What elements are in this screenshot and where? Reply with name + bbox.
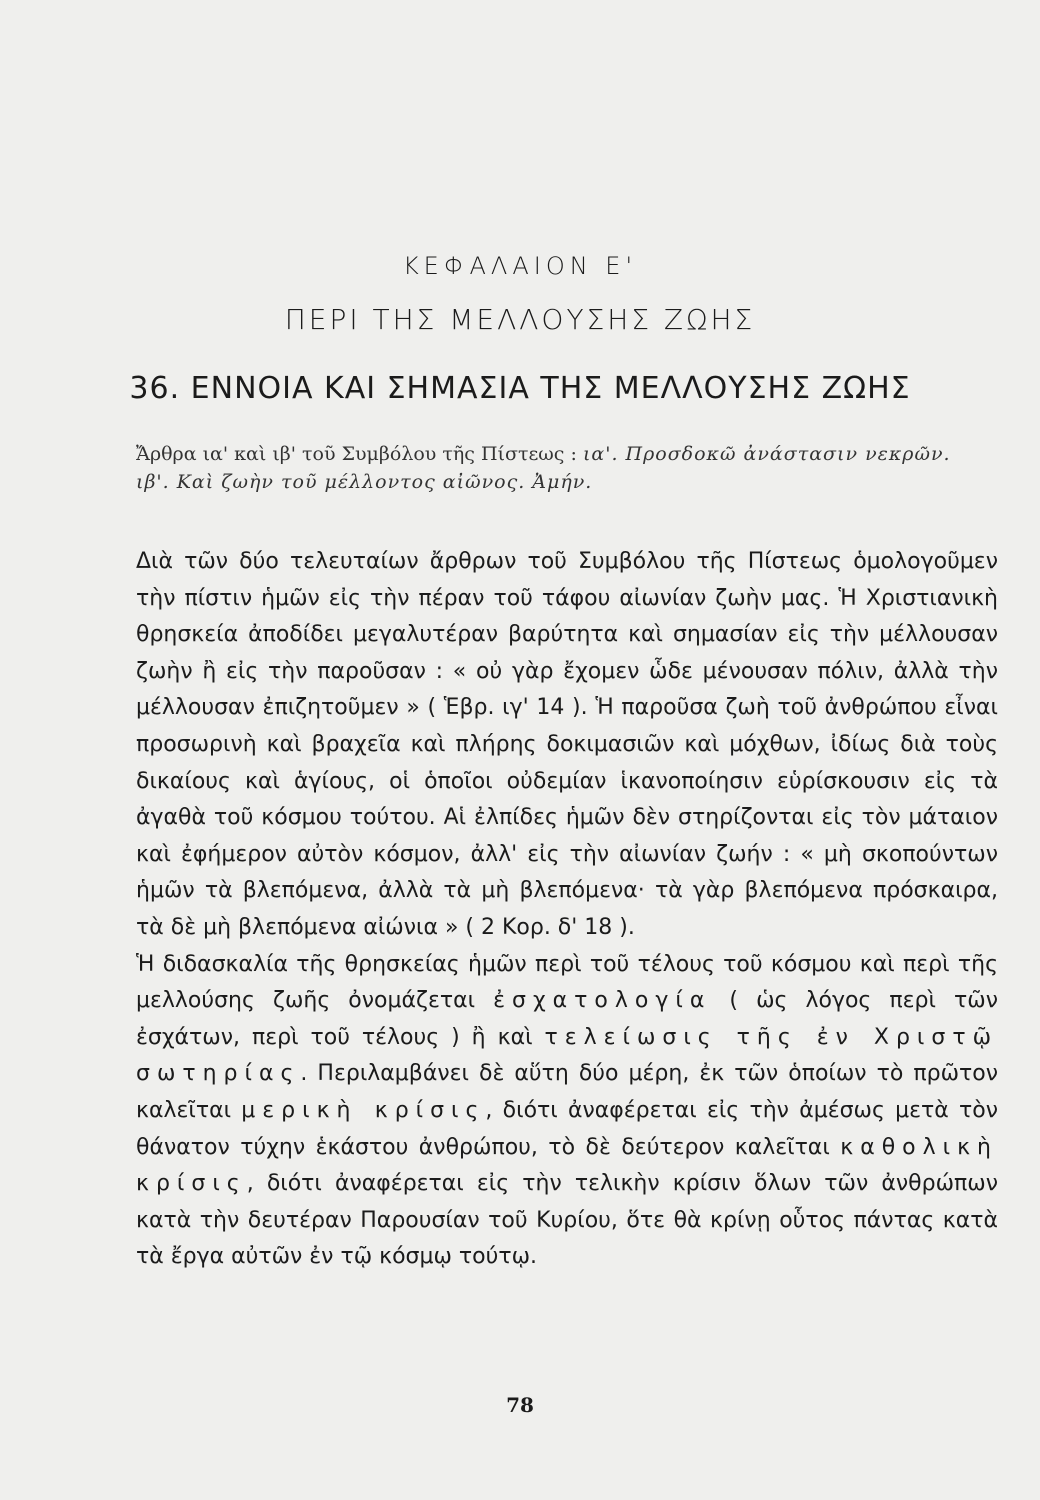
term-eschatology: ἐσχατολογία: [493, 988, 712, 1014]
creed-article-11: [136, 440, 996, 468]
paragraph-2-text-c: . Περιλαμβάνει δὲ αὕτη δύο μέρη, ἐκ τῶν ὁποίων τὸ πρῶτον καλεῖται: [136, 1061, 998, 1123]
page-number: 78: [506, 1393, 534, 1417]
paragraph-2-text-d: , διότι ἀναφέρεται εἰς τὴν ἀμέσως μετὰ τὸν θάνατον τύχην ἑκάστου ἀνθρώπου, τὸ δὲ δεύτερον καλεῖται: [136, 1097, 999, 1160]
term-perfection: τελείωσις τῆς ἐν Χριστῷ σωτηρίας: [136, 1024, 998, 1087]
creed-article-12-text: ιβ'. Καὶ ζωὴν τοῦ μέλλοντος αἰῶνος. Ἀμήν.: [136, 471, 593, 493]
term-general-judgment: καθολικὴ κρίσις: [136, 1134, 998, 1197]
term-particular-judgment: μερικὴ κρίσις: [241, 1097, 486, 1123]
paragraph-2-text-e: , διότι ἀναφέρεται εἰς τὴν τελικὴν κρίσιν ὅλων τῶν ἀνθρώπων κατὰ τὴν δευτέραν Παρουσίαν τοῦ Κυρίου, ὅτε θὰ κρίνῃ οὗτος πάντας κατὰ τὰ ἔργα αὐτῶν ἐν τῷ κόσμῳ τούτῳ.: [136, 1171, 998, 1270]
section-title: 36. ΕΝΝΟΙΑ ΚΑΙ ΣΗΜΑΣΙΑ ΤΗΣ ΜΕΛΛΟΥΣΗΣ ΖΩΗΣ: [129, 371, 911, 406]
creed-article-12: [136, 468, 996, 496]
chapter-title: ΠΕΡΙ ΤΗΣ ΜΕΛΛΟΥΣΗΣ ΖΩΗΣ: [284, 303, 756, 336]
paragraph-2-text-a: Ἡ διδασκαλία τῆς θρησκείας ἡμῶν περὶ τοῦ τέλους τοῦ κόσμου καὶ περὶ τῆς μελλούσης ζωῆς ὀνομάζεται: [136, 951, 998, 1014]
paragraph-1: Διὰ τῶν δύο τελευταίων ἄρθρων τοῦ Συμβόλου τῆς Πίστεως ὁμολογοῦμεν τὴν πίστιν ἡμῶν εἰς τὴν πέραν τοῦ τάφου αἰωνίαν ζωὴν μας. Ἡ Χριστιανικὴ θρησκεία ἀποδίδει μεγαλυτέραν βαρύτητα καὶ σημασίαν εἰς τὴν μέλλουσαν ζωὴν ἢ εἰς τὴν παροῦσαν : « οὐ γὰρ ἔχομεν ὧδε μένουσαν πόλιν, ἀλλὰ τὴν μέλλουσαν ἐπιζητοῦμεν » ( Ἑβρ. ιγ' 14 ). Ἡ παροῦσα ζωὴ τοῦ ἀνθρώπου εἶναι προσωρινὴ καὶ βραχεῖα καὶ πλήρης δοκιμασιῶν καὶ μόχθων, ἰδίως διὰ τοὺς δικαίους καὶ ἁγίους, οἱ ὁποῖοι οὐδεμίαν ἱκανοποίησιν εὑρίσκουσιν εἰς τὰ ἀγαθὰ τοῦ κόσμου τούτου. Αἱ ἐλπίδες ἡμῶν δὲν στηρίζονται εἰς τὸν μάταιον καὶ ἐφήμερον αὐτὸν κόσμον, ἀλλ' εἰς τὴν αἰωνίαν ζωήν : « μὴ σκοπούντων ἡμῶν τὰ βλεπόμενα, ἀλλὰ τὰ μὴ βλεπόμενα· τὰ γὰρ βλεπόμενα πρόσκαιρα, τὰ δὲ μὴ βλεπόμενα αἰώνια » ( 2 Κορ. δ' 18 ).: [136, 549, 998, 940]
creed-articles: [136, 440, 996, 496]
creed-intro: Ἄρθρα ια' καὶ ιβ' τοῦ Συμβόλου τῆς Πίστεως :: [136, 443, 583, 465]
paragraph-2: [136, 947, 998, 1276]
paragraph-2-text-b: ( ὡς λόγος περὶ τῶν ἐσχάτων, περὶ τοῦ τέλους ) ἢ καὶ: [136, 988, 998, 1050]
creed-article-11-text: ια'. Προσδοκῶ ἀνάστασιν νεκρῶν.: [582, 443, 951, 465]
main-text: [136, 544, 998, 1276]
chapter-label: ΚΕΦΑΛΑΙΟΝ Ε': [402, 252, 638, 280]
